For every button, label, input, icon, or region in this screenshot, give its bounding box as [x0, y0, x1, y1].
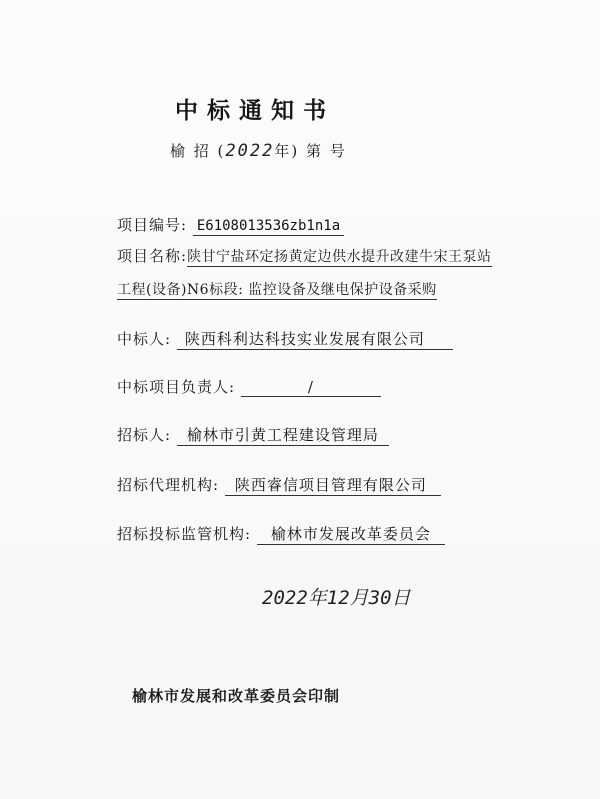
project-name-row	[117, 245, 492, 266]
doc-number-year: 2022	[225, 141, 275, 161]
project-code-label: 项目编号:	[117, 216, 188, 234]
manager-value: /	[241, 378, 381, 397]
agency-row	[117, 474, 441, 495]
document-title: 中标通知书	[175, 97, 335, 124]
supervisor-value: 榆林市发展改革委员会	[257, 525, 445, 545]
document-number	[170, 140, 347, 161]
handwritten-date: 2022年12月30日	[262, 587, 411, 609]
tenderer-label: 招标人:	[117, 426, 172, 444]
tenderer-value: 榆林市引黄工程建设管理局	[177, 426, 389, 446]
project-name-row-2	[117, 279, 437, 299]
manager-row	[117, 376, 381, 397]
winner-value: 陕西科利达科技实业发展有限公司	[177, 330, 453, 350]
project-name-line2: 工程(设备)N6标段: 监控设备及继电保护设备采购	[117, 282, 437, 298]
agency-label: 招标代理机构:	[117, 476, 220, 494]
project-code-row	[117, 214, 344, 235]
doc-number-suffix: 年) 第 号	[274, 142, 347, 160]
supervisor-row	[117, 523, 445, 544]
manager-label: 中标项目负责人:	[117, 378, 236, 396]
footer-imprint: 榆林市发展和改革委员会印制	[132, 687, 341, 705]
agency-value: 陕西睿信项目管理有限公司	[225, 476, 441, 496]
project-name-line1: 陕甘宁盐环定扬黄定边供水提升改建牛宋王泵站	[187, 249, 492, 265]
winner-label: 中标人:	[117, 330, 172, 348]
doc-number-prefix: 榆 招 (	[170, 142, 226, 160]
winner-row	[117, 328, 453, 349]
supervisor-label: 招标投标监管机构:	[117, 525, 252, 543]
project-name-label: 项目名称:	[117, 247, 188, 265]
project-code-value: E6108013536zb1n1a	[193, 218, 344, 236]
tenderer-row	[117, 424, 389, 445]
